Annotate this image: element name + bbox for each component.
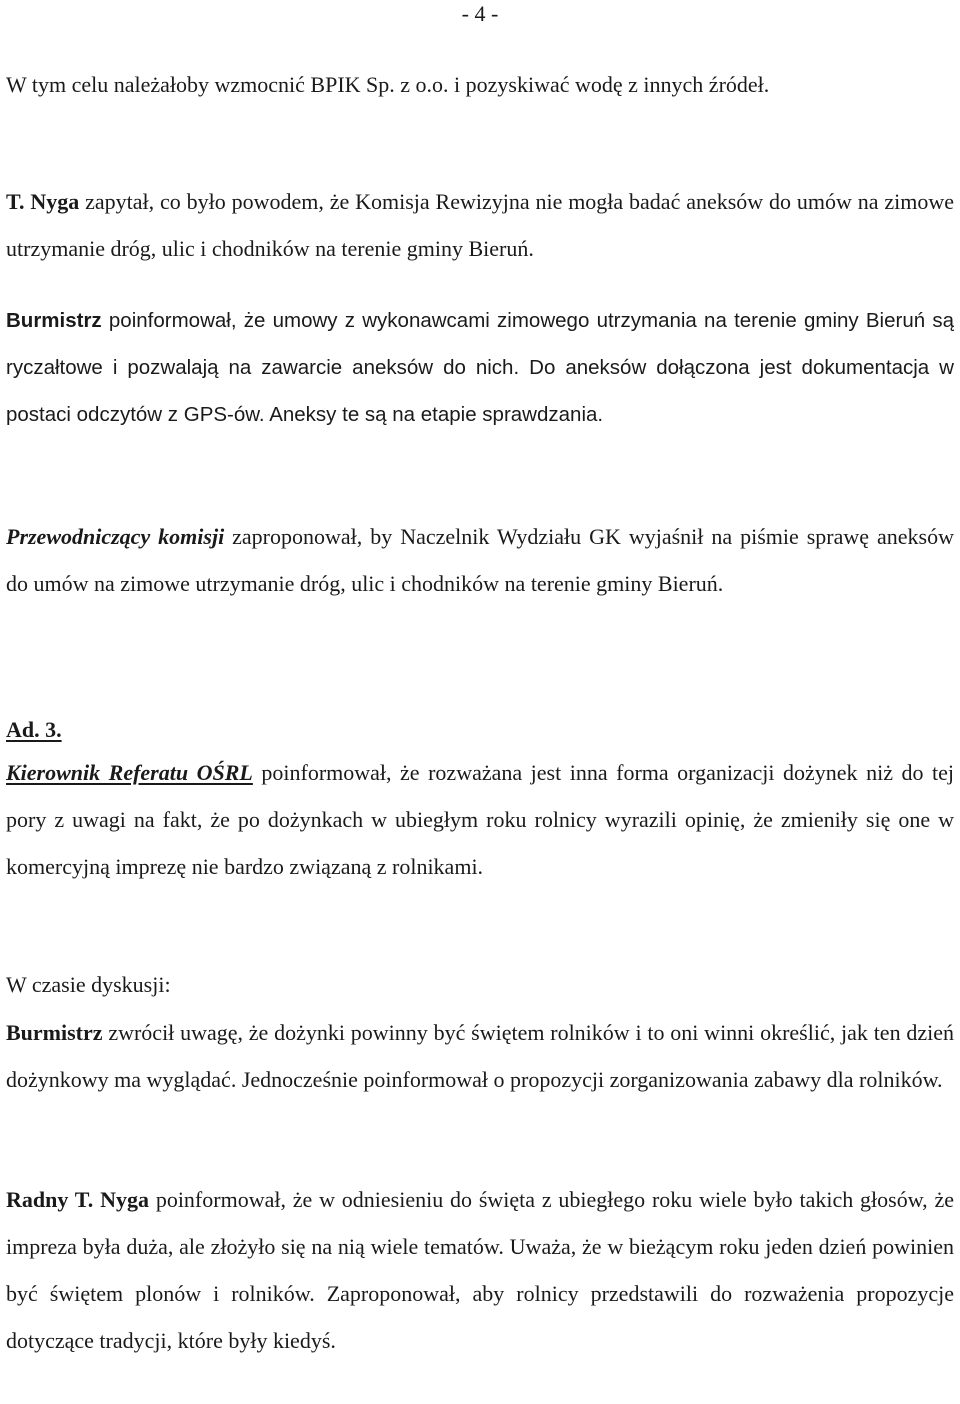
paragraph-discussion-intro: [6, 961, 954, 1008]
paragraph-harvest-festival: [6, 749, 954, 890]
paragraph-text: zwrócił uwagę, że dożynki powinny być świętem rolników i to oni winni określić, jak ten dzień dożynkowy ma wyglądać. Jednocześnie poinformował o propozycji zorganizowania zabawy dla rolników.: [6, 1020, 954, 1092]
paragraph-water-supply: [6, 61, 954, 108]
paragraph-mayor-answer: [6, 297, 954, 438]
paragraph-mayor-remark: [6, 1009, 954, 1103]
speaker-name: Burmistrz: [6, 1020, 103, 1045]
paragraph-chairman-proposal: [6, 513, 954, 607]
speaker-name: T. Nyga: [6, 189, 80, 214]
speaker-name: Przewodniczący komisji: [6, 524, 225, 549]
paragraph-nyga-remark: [6, 1176, 954, 1364]
paragraph-text: poinformował, że umowy z wykonawcami zimowego utrzymania na terenie gminy Bieruń są ryczałtowe i pozwalają na zawarcie aneksów do nich. Do aneksów dołączona jest dokumentacja w postaci odczytów z GPS-ów. Aneksy te są na etapie sprawdzania.: [6, 309, 954, 426]
section-heading-text: Ad. 3.: [6, 717, 62, 742]
speaker-name: Burmistrz: [6, 309, 102, 332]
page-number: - 4 -: [461, 1, 499, 26]
paragraph-text: W czasie dyskusji:: [6, 972, 171, 997]
speaker-name: Kierownik Referatu OŚRL: [6, 760, 253, 785]
paragraph-text: W tym celu należałoby wzmocnić BPIK Sp. z o.o. i pozyskiwać wodę z innych źródeł.: [6, 72, 770, 97]
speaker-name: Radny T. Nyga: [6, 1187, 150, 1212]
paragraph-text: poinformował, że w odniesieniu do święta z ubiegłego roku wiele było takich głosów, że impreza była duża, ale złożyło się na nią wiele tematów. Uważa, że w bieżącym roku jeden dzień powinien być świętem plonów i rolników. Zaproponował, aby rolnicy przedstawili do rozważenia propozycje dotyczące tradycji, które były kiedyś.: [6, 1187, 954, 1353]
paragraph-nyga-question: [6, 178, 954, 272]
paragraph-text: zaproponował, by Naczelnik Wydziału GK wyjaśnił na piśmie sprawę aneksów do umów na zimowe utrzymanie dróg, ulic i chodników na terenie gminy Bieruń.: [6, 524, 954, 596]
paragraph-text: zapytał, co było powodem, że Komisja Rewizyjna nie mogła badać aneksów do umów na zimowe utrzymanie dróg, ulic i chodników na terenie gminy Bieruń.: [6, 189, 954, 261]
paragraph-text: poinformował, że rozważana jest inna forma organizacji dożynek niż do tej pory z uwagi na fakt, że po dożynkach w ubiegłym roku rolnicy wyrazili opinię, że zmieniły się one w komercyjną imprezę nie bardzo związaną z rolnikami.: [6, 760, 954, 879]
section-heading: [6, 706, 954, 753]
